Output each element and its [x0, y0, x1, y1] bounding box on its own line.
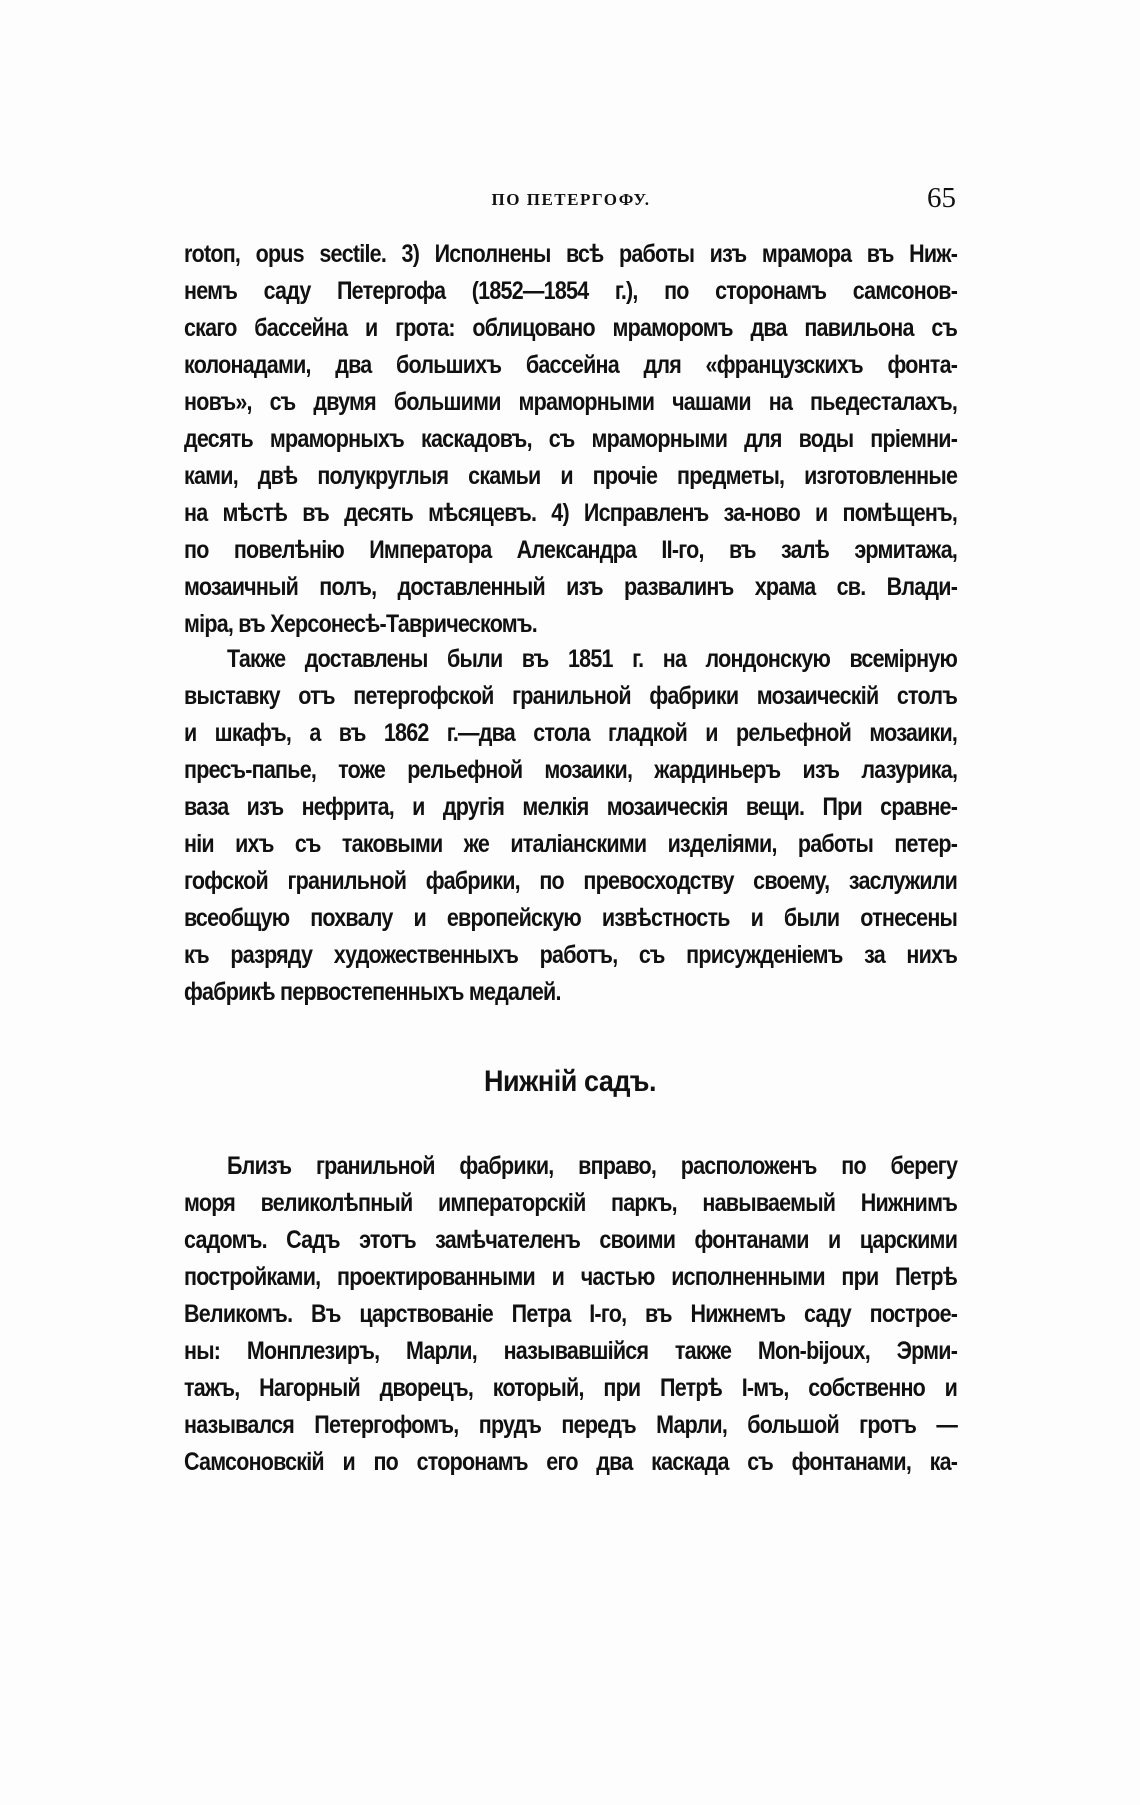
text-line: гофской гранильной фабрики, по превосходству своему, заслужили [184, 867, 958, 895]
text-line: нiи ихъ съ таковыми же италiанскими изделiями, работы петер- [184, 830, 958, 858]
text-line: мозаичный полъ, доставленный изъ развалинъ храма св. Влади- [184, 573, 958, 601]
text-line: къ разряду художественныхъ работъ, съ присужденiемъ за нихъ [184, 941, 958, 969]
paragraph-lower-garden [184, 1148, 958, 1481]
text-line: ками, двѣ полукруглыя скамьи и прочiе предметы, изготовленные [184, 462, 958, 490]
text-line: постройками, проектированными и частью исполненными при Петрѣ [184, 1263, 958, 1291]
text-line: выставку отъ петергофской гранильной фабрики мозаическiй столъ [184, 682, 958, 710]
paragraph-exhibitions [184, 641, 958, 1011]
page-number: 65 [927, 182, 956, 214]
text-line: ваза изъ нефрита, и другiя мелкiя мозаическiя вещи. При сравне- [184, 793, 958, 821]
text-line: пресъ-папье, тоже рельефной мозаики, жардиньеръ изъ лазурика, [184, 756, 958, 784]
text-line: немъ саду Петергофа (1852—1854 г.), по сторонамъ самсонов- [184, 277, 958, 305]
text-line: моря великолѣпный императорскiй паркъ, навываемый Нижнимъ [184, 1189, 958, 1217]
section-heading: Нижнiй садъ. [483, 1065, 657, 1098]
text-line: тажъ, Нагорный дворецъ, который, при Петрѣ I-мъ, собственно и [184, 1374, 958, 1402]
text-line: ны: Монплезиръ, Марли, называвшiйся также Mon-bijoux, Эрми- [184, 1337, 958, 1365]
text-line: назывался Петергофомъ, прудъ передъ Марли, большой гротъ — [184, 1411, 958, 1439]
text-line: Близъ гранильной фабрики, вправо, расположенъ по берегу [227, 1152, 958, 1180]
text-line: на мѣстѣ въ десять мѣсяцевъ. 4) Исправленъ за-ново и помѣщенъ, [184, 499, 958, 527]
running-head [186, 182, 956, 222]
text-line: скаго бассейна и грота: облицовано мраморомъ два павильона съ [184, 314, 958, 342]
text-line: по повелѣнiю Императора Александра II-го, въ залѣ эрмитажа, [184, 536, 958, 564]
text-line: десять мраморныхъ каскадовъ, съ мраморными для воды прiемни- [184, 425, 958, 453]
text-line: колонадами, два большихъ бассейна для «французскихъ фонта- [184, 351, 958, 379]
text-line: фабрикѣ первостепенныхъ медалей. [184, 978, 561, 1006]
text-line: Великомъ. Въ царствованiе Петра I-го, въ Нижнемъ саду построе- [184, 1300, 958, 1328]
running-title: ПО ПЕТЕРГОФУ. [491, 190, 651, 209]
text-line: Также доставлены были въ 1851 г. на лондонскую всемiрную [227, 645, 958, 673]
text-line: всеобщую похвалу и европейскую извѣстность и были отнесены [184, 904, 958, 932]
text-line: садомъ. Садъ этотъ замѣчателенъ своими фонтанами и царскими [184, 1226, 958, 1254]
text-line: мiра, въ Херсонесѣ-Таврическомъ. [184, 610, 538, 638]
text-line: и шкафъ, а въ 1862 г.—два стола гладкой и рельефной мозаики, [184, 719, 958, 747]
text-line: rotoп, opus sectile. 3) Исполнены всѣ работы изъ мрамора въ Ниж- [184, 240, 958, 268]
text-line: новъ», съ двумя большими мраморными чашами на пьедесталахъ, [184, 388, 958, 416]
paragraph-continuation [184, 236, 958, 643]
text-line: Самсоновскiй и по сторонамъ его два каскада съ фонтанами, ка- [184, 1448, 958, 1476]
